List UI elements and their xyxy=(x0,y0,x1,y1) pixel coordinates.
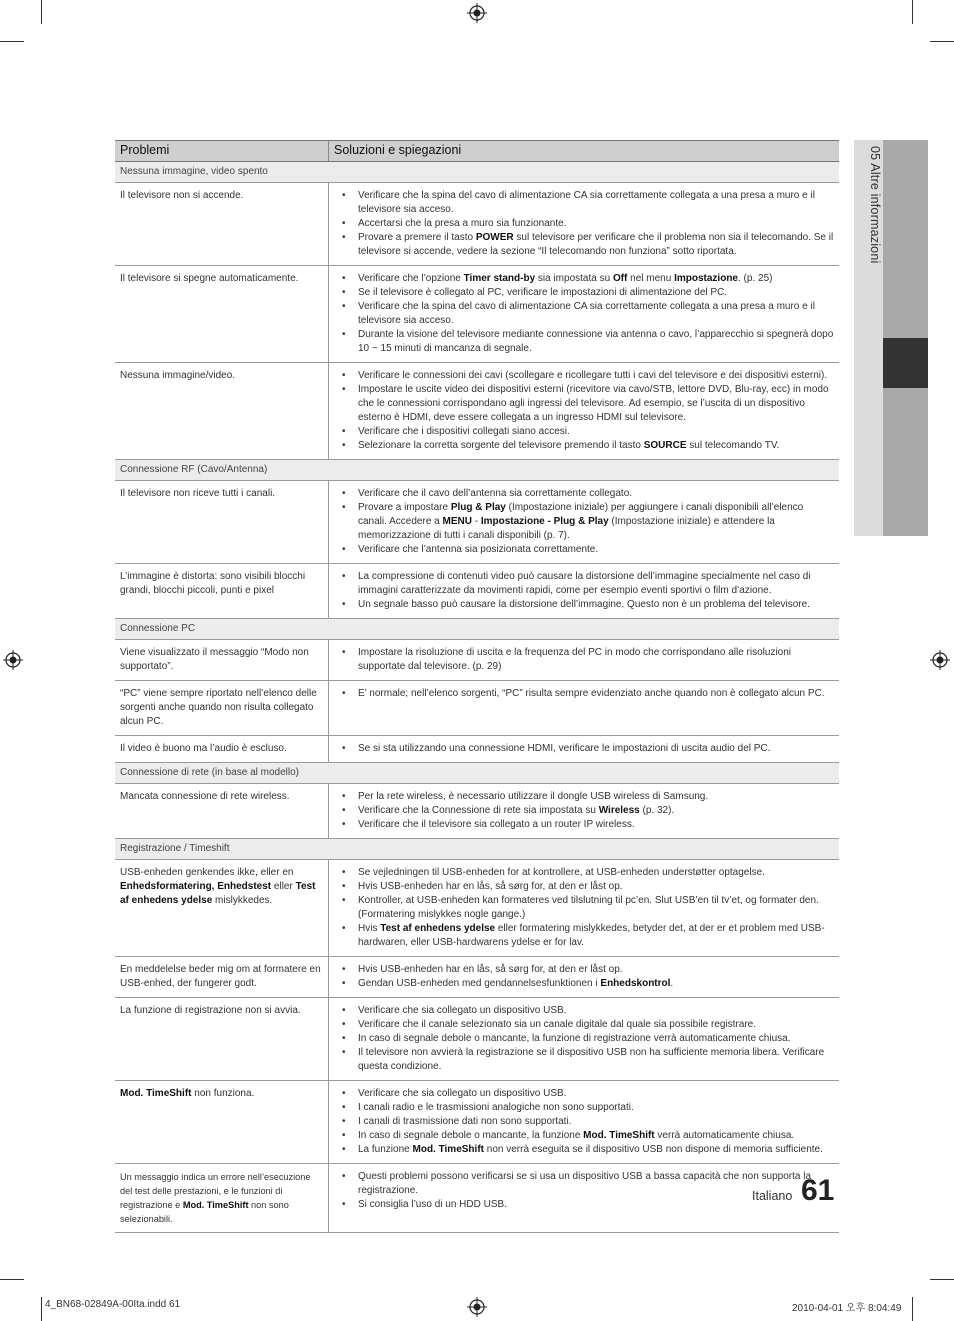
solution-list xyxy=(334,570,834,612)
solution-cell xyxy=(329,1081,840,1164)
list-item xyxy=(334,487,834,501)
list-item xyxy=(334,1115,834,1129)
list-item xyxy=(334,570,834,598)
text-run: Il televisore non si accende. xyxy=(120,190,244,201)
problem-cell xyxy=(115,481,329,564)
crop-mark xyxy=(930,41,954,42)
solution-cell xyxy=(329,183,840,266)
bold-term: Timer stand-by xyxy=(463,273,536,284)
text-run: Provare a premere il tasto xyxy=(358,232,476,243)
table-row xyxy=(115,564,839,619)
text-run: Verificare che la Connessione di rete sia impostata su xyxy=(358,805,599,816)
problem-cell xyxy=(115,957,329,998)
section-title: Connessione di rete (in base al modello) xyxy=(115,763,839,784)
crop-mark xyxy=(912,1297,913,1321)
solution-cell xyxy=(329,481,840,564)
list-item xyxy=(334,300,834,328)
section-title: Registrazione / Timeshift xyxy=(115,839,839,860)
text-run: In caso di segnale debole o mancante, la funzione di registrazione verrà automaticamente chiusa. xyxy=(358,1033,791,1044)
text-run: Accertarsi che la presa a muro sia funzionante. xyxy=(358,218,567,229)
list-item xyxy=(334,286,834,300)
text-run: Se il televisore è collegato al PC, verificare le impostazioni di alimentazione del PC. xyxy=(358,287,728,298)
bold-term: Mod. TimeShift xyxy=(412,1144,484,1155)
list-item xyxy=(334,598,834,612)
table-row xyxy=(115,860,839,957)
list-item xyxy=(334,1018,834,1032)
text-run: La compressione di contenuti video può causare la distorsione dell’immagine specialmente nel caso di immagini caratterizzate da movimenti rapidi, come per esempio eventi sportivi o film d’azione. xyxy=(358,571,811,596)
list-item xyxy=(334,1046,834,1074)
section-row xyxy=(115,162,839,183)
crop-mark xyxy=(41,0,42,24)
text-run: In caso di segnale debole o mancante, la funzione xyxy=(358,1130,584,1141)
text-run: Selezionare la corretta sorgente del televisore premendo il tasto xyxy=(358,440,644,451)
text-run: Il video è buono ma l’audio è escluso. xyxy=(120,743,287,754)
solution-cell xyxy=(329,266,840,363)
list-item xyxy=(334,804,834,818)
solution-list xyxy=(334,687,834,701)
problem-cell xyxy=(115,998,329,1081)
list-item xyxy=(334,866,834,880)
section-title: Connessione PC xyxy=(115,619,839,640)
text-run: Mancata connessione di rete wireless. xyxy=(120,791,290,802)
solution-list xyxy=(334,487,834,557)
list-item xyxy=(334,687,834,701)
problem-cell xyxy=(115,681,329,736)
text-run: mislykkedes. xyxy=(212,895,273,906)
list-item xyxy=(334,231,834,259)
text-run: verrà automaticamente chiusa. xyxy=(654,1130,795,1141)
list-item xyxy=(334,272,834,286)
list-item xyxy=(334,1032,834,1046)
solution-cell xyxy=(329,957,840,998)
text-run: sia impostata su xyxy=(535,273,613,284)
text-run: Kontroller, at USB-enheden kan formateres ved tilslutning til pc’en. Slut USB’en til tv’et, og formater den. (Formatering mislykkes nogle gange.) xyxy=(358,895,819,920)
text-run: sul telecomando TV. xyxy=(686,440,780,451)
list-item xyxy=(334,543,834,557)
section-row xyxy=(115,460,839,481)
text-run: Verificare che la spina del cavo di alimentazione CA sia correttamente collegata a una presa a muro e il televisore sia acceso. xyxy=(358,301,815,326)
solution-cell xyxy=(329,363,840,460)
list-item xyxy=(334,963,834,977)
bold-term: Plug & Play xyxy=(450,502,506,513)
text-run: Impostare la risoluzione di uscita e la frequenza del PC in modo che corrispondano alle risoluzioni supportate dal televisore. (p. 29) xyxy=(358,647,792,672)
text-run: “PC” viene sempre riportato nell’elenco delle sorgenti anche quando non risulta collegato alcun PC. xyxy=(120,688,317,727)
text-run: Il televisore non avvierà la registrazione se il dispositivo USB non ha sufficiente memoria libera. Verificare questa condizione. xyxy=(358,1047,825,1072)
table-body xyxy=(115,162,839,1233)
text-run: I canali di trasmissione dati non sono supportati. xyxy=(358,1116,572,1127)
text-run: Nessuna immagine/video. xyxy=(120,370,236,381)
text-run: Il televisore si spegne automaticamente. xyxy=(120,273,299,284)
table-row xyxy=(115,481,839,564)
crop-mark xyxy=(0,1279,24,1280)
registration-mark-icon xyxy=(3,650,23,670)
table-row xyxy=(115,1164,839,1233)
text-run: Verificare che il canale selezionato sia un canale digitale dal quale sia possibile registrare. xyxy=(358,1019,757,1030)
registration-mark-icon xyxy=(467,3,487,23)
solution-list xyxy=(334,866,834,950)
text-run: Impostare le uscite video dei dispositivi esterni (ricevitore via cavo/STB, lettore DVD, Blu-ray, ecc) in modo che le connessioni corrispondano agli ingressi del televisore. Ad esempio, se l’uscita di un dispositivo esterno è HDMI, deve essere collegata a un ingresso HDMI sul televisore. xyxy=(358,384,829,423)
text-run: L’immagine è distorta: sono visibili blocchi grandi, blocchi piccoli, punti e pixel xyxy=(120,571,306,596)
text-run: I canali radio e le trasmissioni analogiche non sono supportati. xyxy=(358,1102,634,1113)
list-item xyxy=(334,646,834,674)
solution-cell xyxy=(329,640,840,681)
text-run: Se vejledningen til USB-enheden for at kontrollere, at USB-enheden understøtter optagelse. xyxy=(358,867,765,878)
text-run: Verificare che sia collegato un dispositivo USB. xyxy=(358,1005,567,1016)
text-run: Hvis xyxy=(358,923,381,934)
text-run: non sono selezionabili. xyxy=(120,1200,289,1224)
list-item xyxy=(334,439,834,453)
list-item xyxy=(334,1087,834,1101)
list-item xyxy=(334,1004,834,1018)
problem-cell xyxy=(115,1164,329,1233)
bold-term: Mod. TimeShift xyxy=(583,1130,655,1141)
solution-cell xyxy=(329,564,840,619)
text-run: E’ normale; nell’elenco sorgenti, “PC” risulta sempre evidenziato anche quando non è collegato alcun PC. xyxy=(358,688,825,699)
table-header-row xyxy=(115,141,839,162)
registration-mark-icon xyxy=(467,1297,487,1317)
column-header-solutions: Soluzioni e spiegazioni xyxy=(329,141,840,162)
text-run: Un segnale basso può causare la distorsione dell’immagine. Questo non è un problema del televisore. xyxy=(358,599,810,610)
list-item xyxy=(334,425,834,439)
problem-cell xyxy=(115,1081,329,1164)
table-row xyxy=(115,183,839,266)
section-row xyxy=(115,619,839,640)
problem-cell xyxy=(115,784,329,839)
bold-term: Enhedsformatering, Enhedstest xyxy=(120,881,272,892)
slug-filename: 4_BN68-02849A-00Ita.indd 61 xyxy=(45,1299,181,1310)
section-title: Nessuna immagine, video spento xyxy=(115,162,839,183)
text-run: Provare a impostare xyxy=(358,502,451,513)
solution-cell xyxy=(329,860,840,957)
text-run: Se si sta utilizzando una connessione HDMI, verificare le impostazioni di uscita audio del PC. xyxy=(358,743,771,754)
crop-mark xyxy=(41,1297,42,1321)
table-row xyxy=(115,998,839,1081)
column-header-problems: Problemi xyxy=(115,141,329,162)
solution-list xyxy=(334,1004,834,1074)
solution-cell xyxy=(329,681,840,736)
problem-cell xyxy=(115,640,329,681)
chapter-tab-label: 05 Altre informazioni xyxy=(868,146,882,264)
bold-term: Wireless xyxy=(598,805,640,816)
text-run: Verificare che sia collegato un dispositivo USB. xyxy=(358,1088,567,1099)
text-run: Gendan USB-enheden med gendannelsesfunktionen i xyxy=(358,978,601,989)
troubleshooting-table xyxy=(115,140,839,1233)
text-run: Durante la visione del televisore mediante connessione via antenna o cavo, l’apparecchio si spegnerà dopo 10 ~ 15 minuti di mancanza di segnale. xyxy=(358,329,834,354)
text-run: Viene visualizzato il messaggio “Modo non supportato”. xyxy=(120,647,309,672)
text-run: Hvis USB-enheden har en lås, så sørg for, at den er låst op. xyxy=(358,881,623,892)
section-row xyxy=(115,839,839,860)
table-row xyxy=(115,784,839,839)
table-row xyxy=(115,363,839,460)
list-item xyxy=(334,369,834,383)
text-run: non funziona. xyxy=(191,1088,255,1099)
chapter-tab-marker xyxy=(883,338,928,388)
text-run: sul televisore per verificare che il problema non sia il telecomando. Se il televisore si accende, vedere la sezione “Il telecomando non funziona” sotto riportata. xyxy=(358,232,834,257)
problem-cell xyxy=(115,183,329,266)
list-item xyxy=(334,328,834,356)
list-item xyxy=(334,1101,834,1115)
text-run: Verificare le connessioni dei cavi (scollegare e ricollegare tutti i cavi del televisore e dei dispositivi esterni). xyxy=(358,370,828,381)
section-title: Connessione RF (Cavo/Antenna) xyxy=(115,460,839,481)
list-item xyxy=(334,1129,834,1143)
text-run: Questi problemi possono verificarsi se si usa un dispositivo USB a bassa capacità che non supporta la registrazione. xyxy=(358,1171,812,1196)
bold-term: Test af enhedens ydelse xyxy=(380,923,496,934)
table-row xyxy=(115,681,839,736)
bold-term: Off xyxy=(612,273,628,284)
text-run: Verificare che il cavo dell’antenna sia correttamente collegato. xyxy=(358,488,633,499)
text-run: Hvis USB-enheden har en lås, så sørg for, at den er låst op. xyxy=(358,964,623,975)
registration-mark-icon xyxy=(930,650,950,670)
problem-cell xyxy=(115,860,329,957)
bold-term: Impostazione - Plug & Play xyxy=(480,516,609,527)
text-run: Il televisore non riceve tutti i canali. xyxy=(120,488,276,499)
bold-term: SOURCE xyxy=(643,440,687,451)
section-row xyxy=(115,763,839,784)
text-run: . (p. 25) xyxy=(738,273,773,284)
table-row xyxy=(115,957,839,998)
bold-term: Enhedskontrol xyxy=(600,978,671,989)
text-run: . xyxy=(670,978,674,989)
solution-list xyxy=(334,742,834,756)
bold-term: POWER xyxy=(475,232,514,243)
solution-cell xyxy=(329,784,840,839)
crop-mark xyxy=(930,1279,954,1280)
bold-term: Test af enhedens ydelse xyxy=(120,881,316,906)
list-item xyxy=(334,790,834,804)
list-item xyxy=(334,383,834,425)
text-run: nel menu xyxy=(627,273,675,284)
problem-cell xyxy=(115,736,329,763)
solution-list xyxy=(334,1087,834,1157)
text-run: La funzione xyxy=(358,1144,413,1155)
solution-list xyxy=(334,646,834,674)
text-run: (Impostazione iniziale) e attendere la memorizzazione di tutti i canali disponibili (p. 7). xyxy=(358,516,775,541)
bold-term: MENU xyxy=(442,516,472,527)
text-run: Si consiglia l’uso di un HDD USB. xyxy=(358,1199,507,1210)
text-run: Verificare che il televisore sia collegato a un router IP wireless. xyxy=(358,819,635,830)
text-run: Un messaggio indica un errore nell’esecuzione del test delle prestazioni, e le funzioni di registrazione e xyxy=(120,1172,311,1210)
crop-mark xyxy=(912,0,913,24)
text-run: eller xyxy=(271,881,296,892)
list-item xyxy=(334,818,834,832)
list-item xyxy=(334,922,834,950)
text-run: Verificare che l’opzione xyxy=(358,273,464,284)
text-run: Verificare che l’antenna sia posizionata correttamente. xyxy=(358,544,599,555)
list-item xyxy=(334,1143,834,1157)
problem-cell xyxy=(115,266,329,363)
list-item xyxy=(334,977,834,991)
page-number: 61 xyxy=(801,1174,835,1207)
table-row xyxy=(115,736,839,763)
table-row xyxy=(115,640,839,681)
footer-language: Italiano xyxy=(752,1189,793,1203)
text-run: USB-enheden genkendes ikke, eller en xyxy=(120,867,294,878)
text-run: (Impostazione iniziale) per aggiungere i canali disponibili all’elenco canali. Accedere a xyxy=(358,502,804,527)
text-run: (p. 32). xyxy=(639,805,675,816)
bold-term: Mod. TimeShift xyxy=(182,1200,249,1210)
solution-cell xyxy=(329,998,840,1081)
list-item xyxy=(334,217,834,231)
solution-list xyxy=(334,369,834,453)
bold-term: Impostazione xyxy=(674,273,738,284)
bold-term: Mod. TimeShift xyxy=(120,1088,192,1099)
slug-date: 2010-04-01 오후 8:04:49 xyxy=(792,1303,902,1314)
list-item xyxy=(334,501,834,543)
text-run: La funzione di registrazione non si avvia. xyxy=(120,1005,301,1016)
list-item xyxy=(334,894,834,922)
list-item xyxy=(334,189,834,217)
solution-list xyxy=(334,963,834,991)
problem-cell xyxy=(115,564,329,619)
table-row xyxy=(115,1081,839,1164)
text-run: non verrà eseguita se il dispositivo USB non dispone di memoria sufficiente. xyxy=(483,1144,823,1155)
table-row xyxy=(115,266,839,363)
text-run: Verificare che la spina del cavo di alimentazione CA sia correttamente collegata a una presa a muro e il televisore sia acceso. xyxy=(358,190,815,215)
problem-cell xyxy=(115,363,329,460)
text-run: En meddelelse beder mig om at formatere en USB-enhed, der fungerer godt. xyxy=(120,964,321,989)
text-run: - xyxy=(471,516,481,527)
list-item xyxy=(334,742,834,756)
solution-list xyxy=(334,790,834,832)
text-run: Verificare che i dispositivi collegati siano accesi. xyxy=(358,426,570,437)
crop-mark xyxy=(0,41,24,42)
text-run: eller formatering mislykkedes, betyder det, at der er et problem med USB-hardwaren, eller USB-hardwarens ydelse er for lav. xyxy=(358,923,825,948)
text-run: Per la rete wireless, è necessario utilizzare il dongle USB wireless di Samsung. xyxy=(358,791,709,802)
solution-list xyxy=(334,272,834,356)
list-item xyxy=(334,880,834,894)
solution-cell xyxy=(329,736,840,763)
solution-list xyxy=(334,189,834,259)
